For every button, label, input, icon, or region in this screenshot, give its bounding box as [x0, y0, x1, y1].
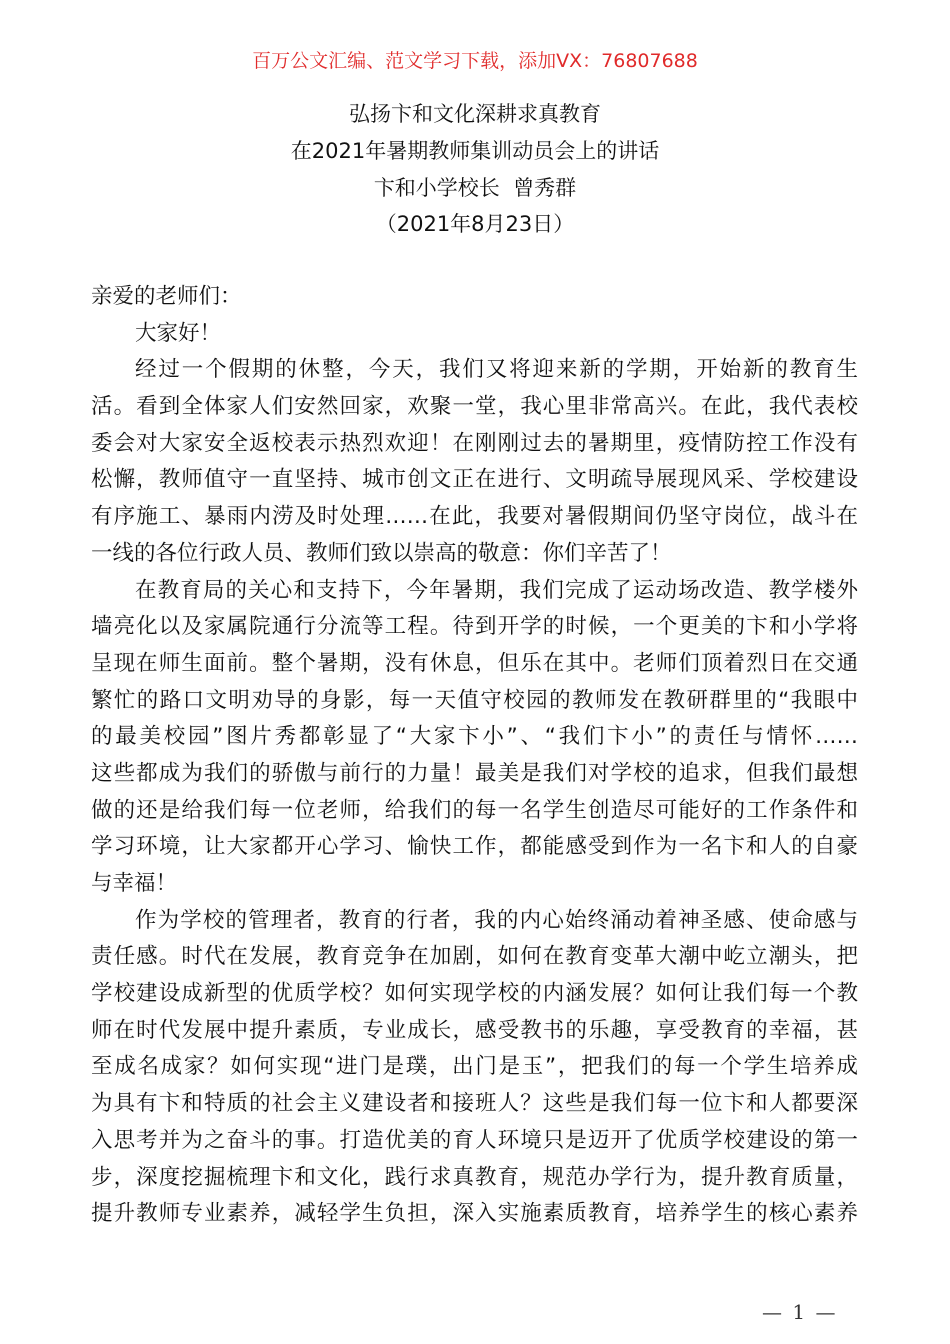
watermark-banner: 百万公文汇编、范文学习下载，添加VX：76807688 — [252, 50, 698, 72]
paragraph-line: 为具有卞和特质的社会主义建设者和接班人？这些是我们每一位卞和人都要深 — [91, 1091, 858, 1117]
paragraph-line: 师在时代发展中提升素质，专业成长，感受教书的乐趣，享受教育的幸福，甚 — [91, 1017, 858, 1043]
paragraph-line: 经过一个假期的休整，今天，我们又将迎来新的学期，开始新的教育生 — [135, 357, 858, 383]
page-number: — 1 — — [762, 1300, 838, 1324]
paragraph-line: 至成名成家？如何实现“进门是璞，出门是玉”，把我们的每一个学生培养成 — [91, 1054, 858, 1080]
paragraph-line: 委会对大家安全返校表示热烈欢迎！在刚刚过去的暑期里，疫情防控工作没有 — [91, 430, 858, 456]
paragraph-line: 与幸福！ — [91, 871, 178, 896]
paragraph-line: 有序施工、暴雨内涝及时处理……在此，我要对暑假期间仍坚守岗位，战斗在 — [91, 504, 858, 530]
salutation: 亲爱的老师们： — [91, 284, 242, 309]
paragraph-line: 作为学校的管理者，教育的行者，我的内心始终涌动着神圣感、使命感与 — [135, 907, 858, 933]
paragraph-line: 入思考并为之奋斗的事。打造优美的育人环境只是迈开了优质学校建设的第一 — [91, 1127, 858, 1153]
paragraph-line: 呈现在师生面前。整个暑期，没有休息，但乐在其中。老师们顶着烈日在交通 — [91, 650, 858, 676]
paragraph-line: 墙亮化以及家属院通行分流等工程。待到开学的时候，一个更美的卞和小学将 — [91, 614, 858, 640]
paragraph-line: 这些都成为我们的骄傲与前行的力量！最美是我们对学校的追求，但我们最想 — [91, 760, 858, 786]
greeting: 大家好！ — [135, 320, 222, 346]
paragraph-line: 松懈，教师值守一直坚持、城市创文正在进行、文明疏导展现风采、学校建设 — [91, 467, 858, 493]
paragraph-line: 学校建设成新型的优质学校？如何实现学校的内涵发展？如何让我们每一个教 — [91, 981, 858, 1007]
paragraph-line: 学习环境，让大家都开心学习、愉快工作，都能感受到作为一名卞和人的自豪 — [91, 834, 858, 860]
paragraph-line: 做的还是给我们每一位老师，给我们的每一名学生创造尽可能好的工作条件和 — [91, 797, 858, 823]
document-author: 卞和小学校长 曾秀群 — [373, 175, 577, 200]
paragraph-line: 责任感。时代在发展，教育竞争在加剧，如何在教育变革大潮中屹立潮头，把 — [91, 944, 858, 970]
paragraph-line: 活。看到全体家人们安然回家，欢聚一堂，我心里非常高兴。在此，我代表校 — [91, 394, 858, 420]
paragraph-line: 提升教师专业素养，减轻学生负担，深入实施素质教育，培养学生的核心素养 — [91, 1201, 858, 1227]
paragraph-line: 一线的各位行政人员、教师们致以崇高的敬意：你们辛苦了！ — [91, 540, 672, 566]
paragraph-line: 的最美校园”图片秀都彰显了“大家卞小”、“我们卞小”的责任与情怀…… — [91, 724, 858, 750]
document-subtitle: 在2021年暑期教师集训动员会上的讲话 — [290, 138, 660, 163]
paragraph-line: 繁忙的路口文明劝导的身影，每一天值守校园的教师发在教研群里的“我眼中 — [91, 687, 858, 713]
paragraph-line: 步，深度挖掘梳理卞和文化，践行求真教育，规范办学行为，提升教育质量， — [91, 1164, 858, 1190]
document-body — [91, 279, 858, 1233]
document-title: 弘扬卞和文化深耕求真教育 — [349, 102, 601, 126]
document-date: （2021年8月23日） — [375, 212, 575, 237]
document-title-block — [0, 96, 950, 243]
paragraph-line: 在教育局的关心和支持下，今年暑期，我们完成了运动场改造、教学楼外 — [135, 577, 858, 603]
